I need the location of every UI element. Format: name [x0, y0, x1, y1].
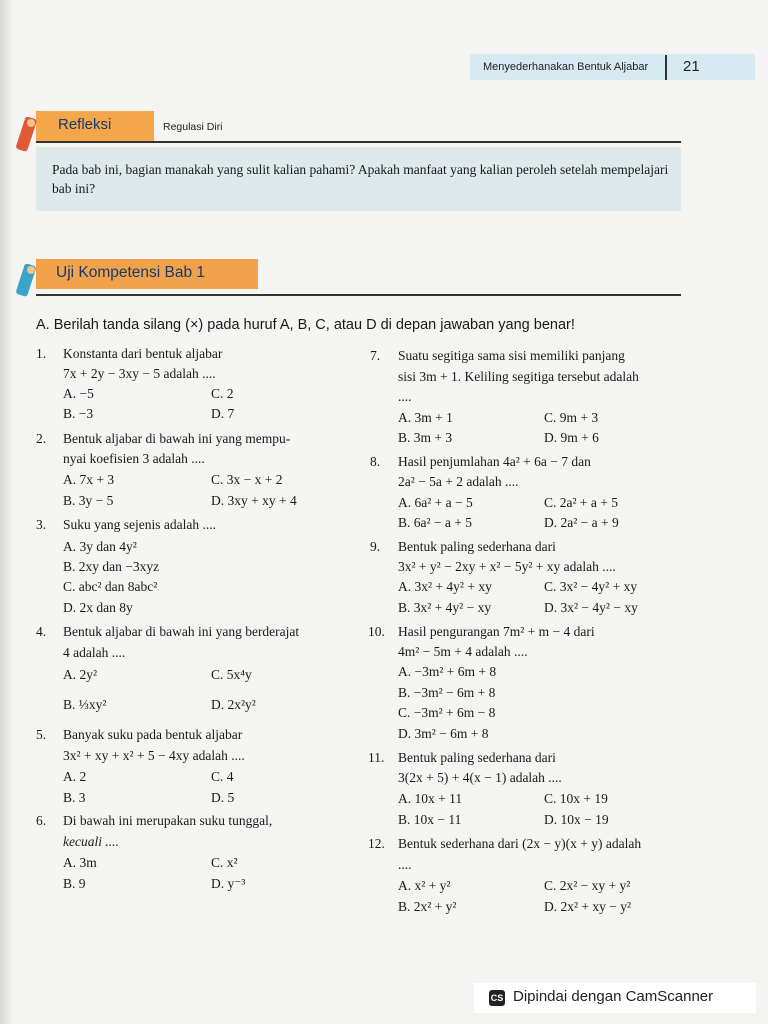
answer-option[interactable]: D. 2a² − a + 9 [544, 515, 619, 530]
question-text: 4 adalah .... [63, 645, 126, 660]
answer-option[interactable]: D. y⁻³ [211, 876, 246, 891]
answer-option[interactable]: B. 3x² + 4y² − xy [398, 600, 492, 615]
reflection-label: Refleksi [58, 116, 112, 133]
reflection-text: Pada bab ini, bagian manakah yang sulit kalian pahami? Apakah manfaat yang kalian peroleh setelah mempelajari bab ini? [52, 162, 669, 196]
question-number: 12. [368, 836, 385, 851]
answer-option[interactable]: D. 7 [211, 406, 235, 421]
answer-option[interactable]: B. 3y − 5 [63, 493, 114, 508]
answer-option[interactable]: C. 3x² − 4y² + xy [544, 579, 638, 594]
scan-edge [0, 0, 14, 1024]
answer-option[interactable]: C. −3m² + 6m − 8 [398, 705, 496, 720]
question-number: 5. [36, 727, 47, 742]
instruction-text: A. Berilah tanda silang (×) pada huruf A, B, C, atau D di depan jawaban yang benar! [36, 317, 575, 333]
answer-option[interactable]: C. abc² dan 8abc² [63, 579, 158, 594]
camscanner-logo-icon: CS [489, 990, 505, 1006]
question-text: Bentuk sederhana dari (2x − y)(x + y) adalah [398, 836, 642, 851]
answer-option[interactable]: A. 2y² [63, 667, 98, 682]
answer-option[interactable]: B. 2xy dan −3xyz [63, 559, 160, 574]
answer-option[interactable]: C. 5x⁴y [211, 667, 252, 682]
question-text: Suatu segitiga sama sisi memiliki panjang [398, 348, 625, 363]
question-text: Bentuk paling sederhana dari [398, 750, 556, 765]
answer-option[interactable]: C. 2a² + a + 5 [544, 495, 619, 510]
question-number: 6. [36, 813, 47, 828]
answer-option[interactable]: A. 3m [63, 855, 97, 870]
answer-option[interactable]: B. −3m² − 6m + 8 [398, 685, 496, 700]
answer-option[interactable]: D. 2x² + xy − y² [544, 899, 632, 914]
question-text: 3x² + xy + x² + 5 − 4xy adalah .... [63, 748, 245, 763]
answer-option[interactable]: A. 7x + 3 [63, 472, 115, 487]
question-text: .... [398, 389, 412, 404]
answer-option[interactable]: D. 3x² − 4y² − xy [544, 600, 638, 615]
answer-option[interactable]: C. x² [211, 855, 238, 870]
question-text: 7x + 2y − 3xy − 5 adalah .... [63, 366, 216, 381]
answer-option[interactable]: C. 2 [211, 386, 234, 401]
question-text: 3x² + y² − 2xy + x² − 5y² + xy adalah .... [398, 559, 616, 574]
answer-option[interactable]: D. 2x dan 8y [63, 600, 133, 615]
question-number: 8. [370, 454, 381, 469]
answer-option[interactable]: A. −5 [63, 386, 94, 401]
answer-option[interactable]: D. 3xy + xy + 4 [211, 493, 297, 508]
question-text: Bentuk aljabar di bawah ini yang berderajat [63, 624, 300, 639]
question-text: 3(2x + 5) + 4(x − 1) adalah .... [398, 770, 562, 785]
answer-option[interactable]: D. 3m² − 6m + 8 [398, 726, 489, 741]
question-text: kecuali .... [63, 834, 119, 849]
reflection-sublabel: Regulasi Diri [163, 121, 223, 133]
answer-option[interactable]: D. 2x²y² [211, 697, 256, 712]
question-number: 2. [36, 431, 47, 446]
answer-option[interactable]: B. 10x − 11 [398, 812, 462, 827]
question-number: 3. [36, 517, 47, 532]
question-text: sisi 3m + 1. Keliling segitiga tersebut adalah [398, 369, 639, 384]
question-number: 4. [36, 624, 47, 639]
answer-option[interactable]: D. 10x − 19 [544, 812, 609, 827]
question-number: 9. [370, 539, 381, 554]
question-number: 7. [370, 348, 381, 363]
answer-option[interactable]: B. ⅓xy² [63, 697, 107, 712]
answer-option[interactable]: A. 3x² + 4y² + xy [398, 579, 492, 594]
answer-option[interactable]: A. 3m + 1 [398, 410, 453, 425]
question-text: nyai koefisien 3 adalah .... [63, 451, 205, 466]
question-text: Di bawah ini merupakan suku tunggal, [63, 813, 273, 828]
answer-option[interactable]: B. 6a² − a + 5 [398, 515, 473, 530]
competency-rule [36, 294, 681, 296]
answer-option[interactable]: A. 2 [63, 769, 87, 784]
header-divider [665, 55, 667, 80]
answer-option[interactable]: A. 10x + 11 [398, 791, 463, 806]
answer-option[interactable]: C. 3x − x + 2 [211, 472, 283, 487]
question-number: 11. [368, 750, 385, 765]
question-text: 4m² − 5m + 4 adalah .... [398, 644, 528, 659]
reflection-rule [36, 141, 681, 143]
question-text: .... [398, 857, 412, 872]
pencil-icon [14, 264, 40, 302]
answer-option[interactable]: A. −3m² + 6m + 8 [398, 664, 497, 679]
question-text: Konstanta dari bentuk aljabar [63, 346, 223, 361]
answer-option[interactable]: B. −3 [63, 406, 94, 421]
answer-option[interactable]: C. 2x² − xy + y² [544, 878, 631, 893]
question-text: Hasil pengurangan 7m² + m − 4 dari [398, 624, 595, 639]
answer-option[interactable]: A. x² + y² [398, 878, 451, 893]
answer-option[interactable]: D. 9m + 6 [544, 430, 599, 445]
scanner-text: Dipindai dengan CamScanner [513, 988, 714, 1005]
answer-option[interactable]: C. 10x + 19 [544, 791, 608, 806]
chapter-title: Menyederhanakan Bentuk Aljabar [483, 61, 649, 73]
question-number: 10. [368, 624, 385, 639]
question-text: 2a² − 5a + 2 adalah .... [398, 474, 519, 489]
question-text: Bentuk aljabar di bawah ini yang mempu- [63, 431, 291, 446]
answer-option[interactable]: C. 4 [211, 769, 234, 784]
question-number: 1. [36, 346, 47, 361]
answer-option[interactable]: C. 9m + 3 [544, 410, 599, 425]
question-text: Suku yang sejenis adalah .... [63, 517, 216, 532]
page-number: 21 [683, 58, 700, 75]
answer-option[interactable]: A. 3y dan 4y² [63, 539, 137, 554]
competency-label: Uji Kompetensi Bab 1 [56, 264, 206, 281]
answer-option[interactable]: D. 5 [211, 790, 235, 805]
answer-option[interactable]: A. 6a² + a − 5 [398, 495, 473, 510]
answer-option[interactable]: B. 3m + 3 [398, 430, 453, 445]
answer-option[interactable]: B. 3 [63, 790, 86, 805]
answer-option[interactable]: B. 2x² + y² [398, 899, 457, 914]
question-text: Hasil penjumlahan 4a² + 6a − 7 dan [398, 454, 591, 469]
answer-option[interactable]: B. 9 [63, 876, 86, 891]
question-text: Bentuk paling sederhana dari [398, 539, 556, 554]
question-text: Banyak suku pada bentuk aljabar [63, 727, 243, 742]
